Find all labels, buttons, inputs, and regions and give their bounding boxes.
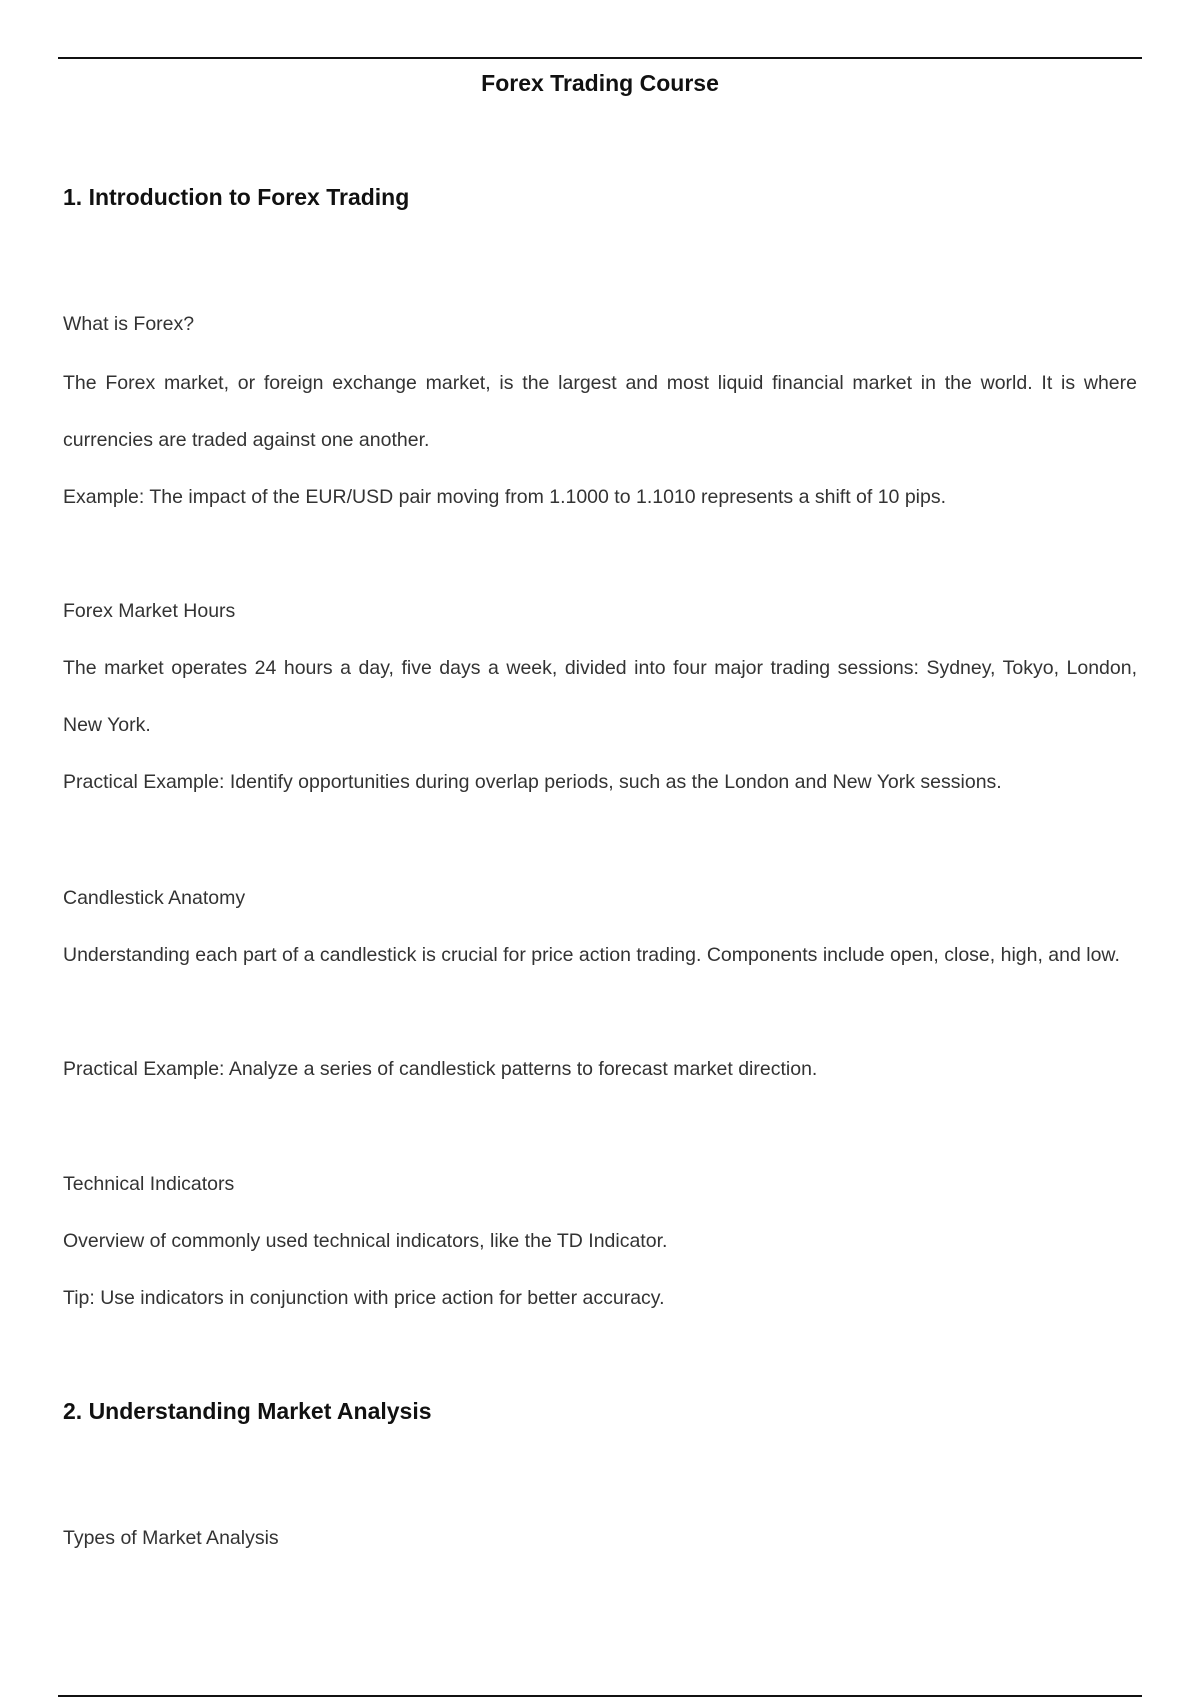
indicators-tip: Tip: Use indicators in conjunction with price action for better accuracy. <box>63 1287 665 1309</box>
bottom-rule <box>58 1695 1142 1697</box>
candlestick-example: Practical Example: Analyze a series of candlestick patterns to forecast market direction. <box>63 1058 818 1080</box>
what-is-forex-body: The Forex market, or foreign exchange market, is the largest and most liquid financial market in the world. It is where currencies are traded against one another. <box>63 372 1137 451</box>
top-rule <box>58 57 1142 59</box>
market-hours-body: The market operates 24 hours a day, five days a week, divided into four major trading sessions: Sydney, Tokyo, London, New York. <box>63 657 1137 736</box>
what-is-forex-example: Example: The impact of the EUR/USD pair moving from 1.1000 to 1.1010 represents a shift of 10 pips. <box>63 486 947 508</box>
document-title: Forex Trading Course <box>481 70 719 96</box>
section-2-heading: 2. Understanding Market Analysis <box>63 1398 432 1424</box>
market-hours-example: Practical Example: Identify opportunities during overlap periods, such as the London and New York sessions. <box>63 771 1002 793</box>
indicators-heading: Technical Indicators <box>63 1173 235 1195</box>
section-1-heading: 1. Introduction to Forex Trading <box>63 184 410 210</box>
what-is-forex-heading: What is Forex? <box>63 313 195 335</box>
market-analysis-types-heading: Types of Market Analysis <box>63 1527 279 1549</box>
candlestick-heading: Candlestick Anatomy <box>63 887 246 909</box>
market-hours-heading: Forex Market Hours <box>63 600 236 622</box>
indicators-body: Overview of commonly used technical indicators, like the TD Indicator. <box>63 1230 668 1252</box>
candlestick-body: Understanding each part of a candlestick is crucial for price action trading. Components include open, close, high, and low. <box>63 944 1120 966</box>
